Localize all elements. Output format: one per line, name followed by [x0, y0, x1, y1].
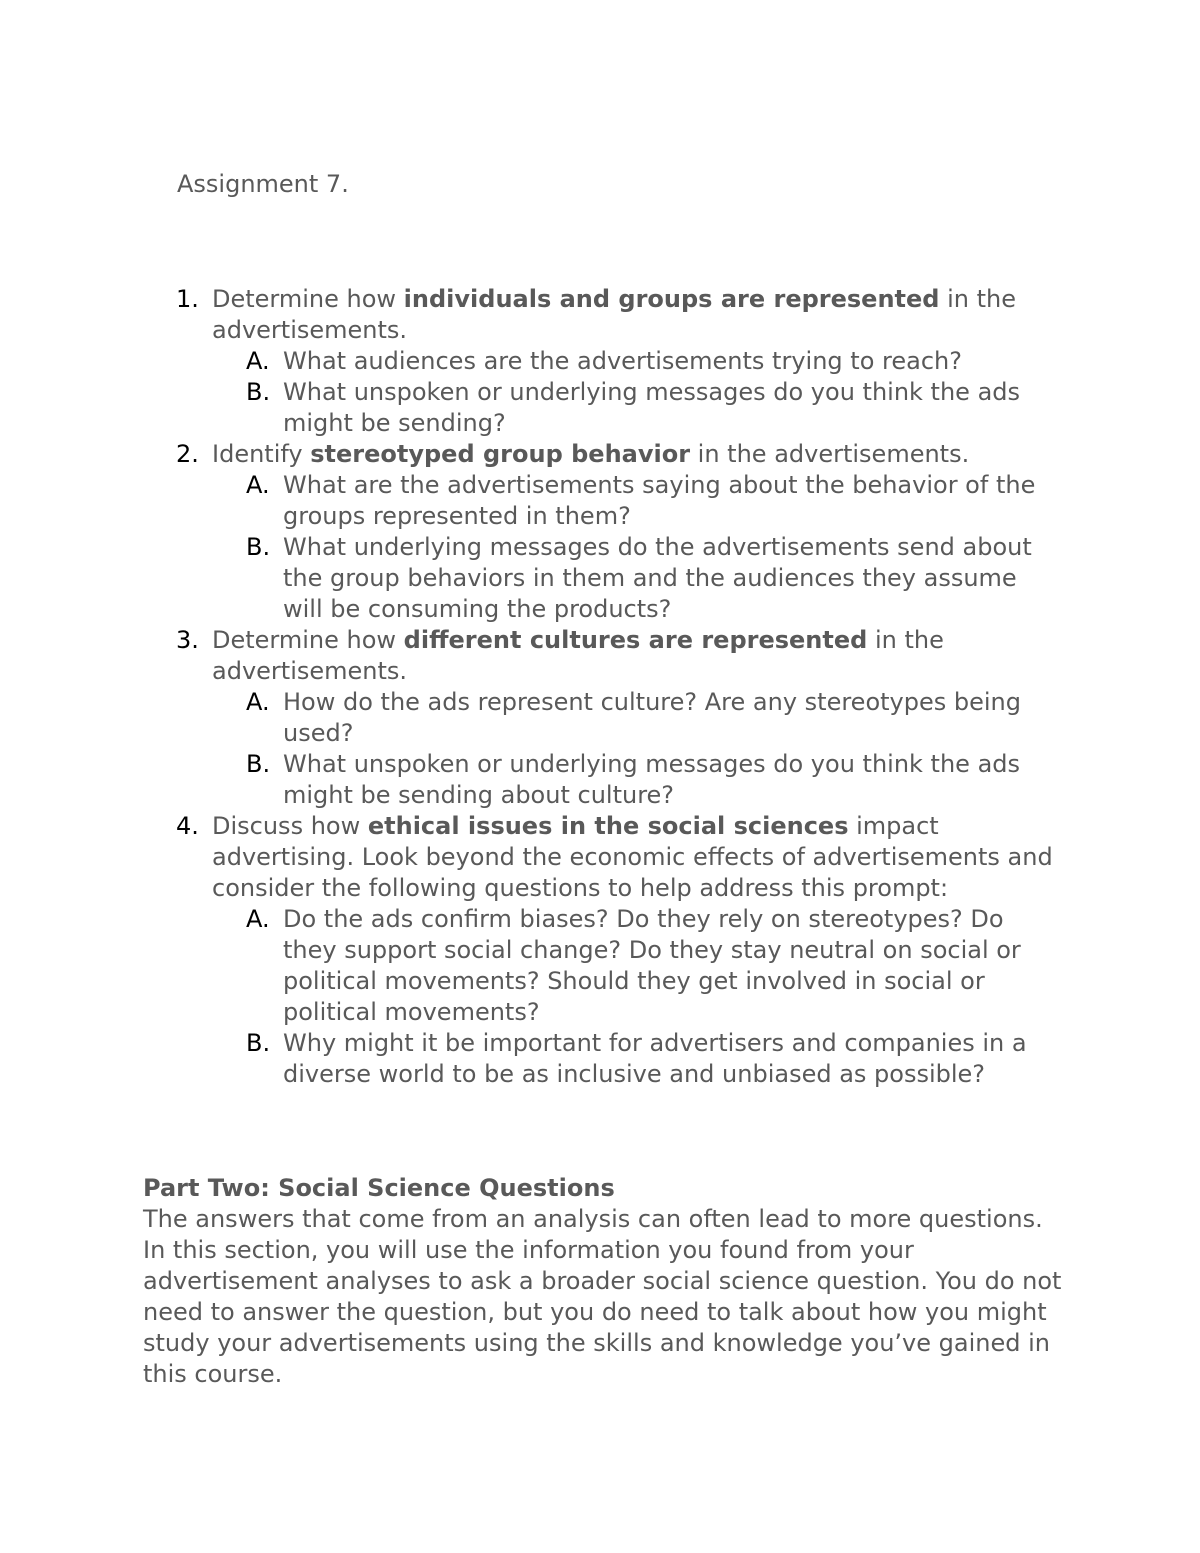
sub-question-text: What audiences are the advertisements trying to reach? — [283, 347, 962, 375]
section-body: The answers that come from an analysis can often lead to more questions. In this section, you will use the information you found from your advertisement analyses to ask a broader social science question. You do not need to answer the question, but you do need to talk about how you might study your advertisements using the skills and knowledge you’ve gained in this course. — [143, 1205, 1062, 1388]
sub-question-letter: A. — [246, 688, 270, 716]
sub-question-item — [0, 904, 1063, 1028]
sub-question-item — [0, 532, 1063, 625]
sub-question-item — [0, 470, 1063, 532]
question-number: 3. — [176, 626, 199, 654]
question-item — [0, 811, 1062, 904]
sub-question-item — [0, 687, 1063, 749]
question-text — [212, 285, 1016, 344]
sub-question-text: What unspoken or underlying messages do you think the ads might be sending about culture? — [283, 750, 1021, 809]
sub-question-letter: B. — [246, 533, 271, 561]
question-lead: Discuss how — [212, 812, 368, 840]
question-tail: impact advertising. Look beyond the economic effects of advertisements and consider the following questions to help address this prompt: — [212, 812, 1053, 902]
question-emphasis: ethical issues in the social sciences — [367, 812, 849, 840]
question-emphasis: stereotyped group behavior — [310, 440, 691, 468]
question-text — [212, 440, 969, 468]
question-tail: in the advertisements. — [212, 626, 944, 685]
part-two-section — [143, 1173, 1063, 1390]
sub-question-item — [0, 377, 1063, 439]
question-lead: Determine how — [212, 626, 404, 654]
question-item — [0, 625, 1062, 687]
sub-question-text: What underlying messages do the advertisements send about the group behaviors in them and the audiences they assume will be consuming the products? — [283, 533, 1032, 623]
question-text — [212, 626, 944, 685]
question-item — [0, 284, 1062, 346]
section-heading: Part Two: Social Science Questions — [143, 1174, 615, 1202]
question-tail: in the advertisements. — [212, 285, 1016, 344]
question-lead: Determine how — [212, 285, 404, 313]
question-number: 4. — [176, 812, 199, 840]
sub-question-letter: A. — [246, 905, 270, 933]
sub-question-text: What are the advertisements saying about the behavior of the groups represented in them? — [283, 471, 1036, 530]
question-number: 2. — [176, 440, 199, 468]
question-list — [0, 284, 1200, 1090]
sub-question-text: What unspoken or underlying messages do you think the ads might be sending? — [283, 378, 1021, 437]
sub-question-letter: A. — [246, 471, 270, 499]
question-emphasis: individuals and groups are represented — [403, 285, 940, 313]
sub-question-item — [0, 346, 1063, 377]
question-item — [0, 439, 1062, 470]
sub-question-letter: A. — [246, 347, 270, 375]
sub-question-letter: B. — [246, 1029, 271, 1057]
sub-question-item — [0, 1028, 1063, 1090]
question-tail: in the advertisements. — [690, 440, 970, 468]
sub-question-letter: B. — [246, 750, 271, 778]
sub-question-text: Why might it be important for advertisers and companies in a diverse world to be as inclusive and unbiased as possible? — [283, 1029, 1027, 1088]
question-number: 1. — [176, 285, 199, 313]
question-emphasis: different cultures are represented — [403, 626, 868, 654]
sub-question-text: How do the ads represent culture? Are any stereotypes being used? — [283, 688, 1021, 747]
question-lead: Identify — [212, 440, 311, 468]
sub-question-letter: B. — [246, 378, 271, 406]
assignment-title: Assignment 7. — [177, 170, 349, 198]
question-text — [212, 812, 1053, 902]
sub-question-item — [0, 749, 1063, 811]
sub-question-text: Do the ads confirm biases? Do they rely on stereotypes? Do they support social change? Do they stay neutral on social or political movements? Should they get involved in social or political movements? — [283, 905, 1021, 1026]
